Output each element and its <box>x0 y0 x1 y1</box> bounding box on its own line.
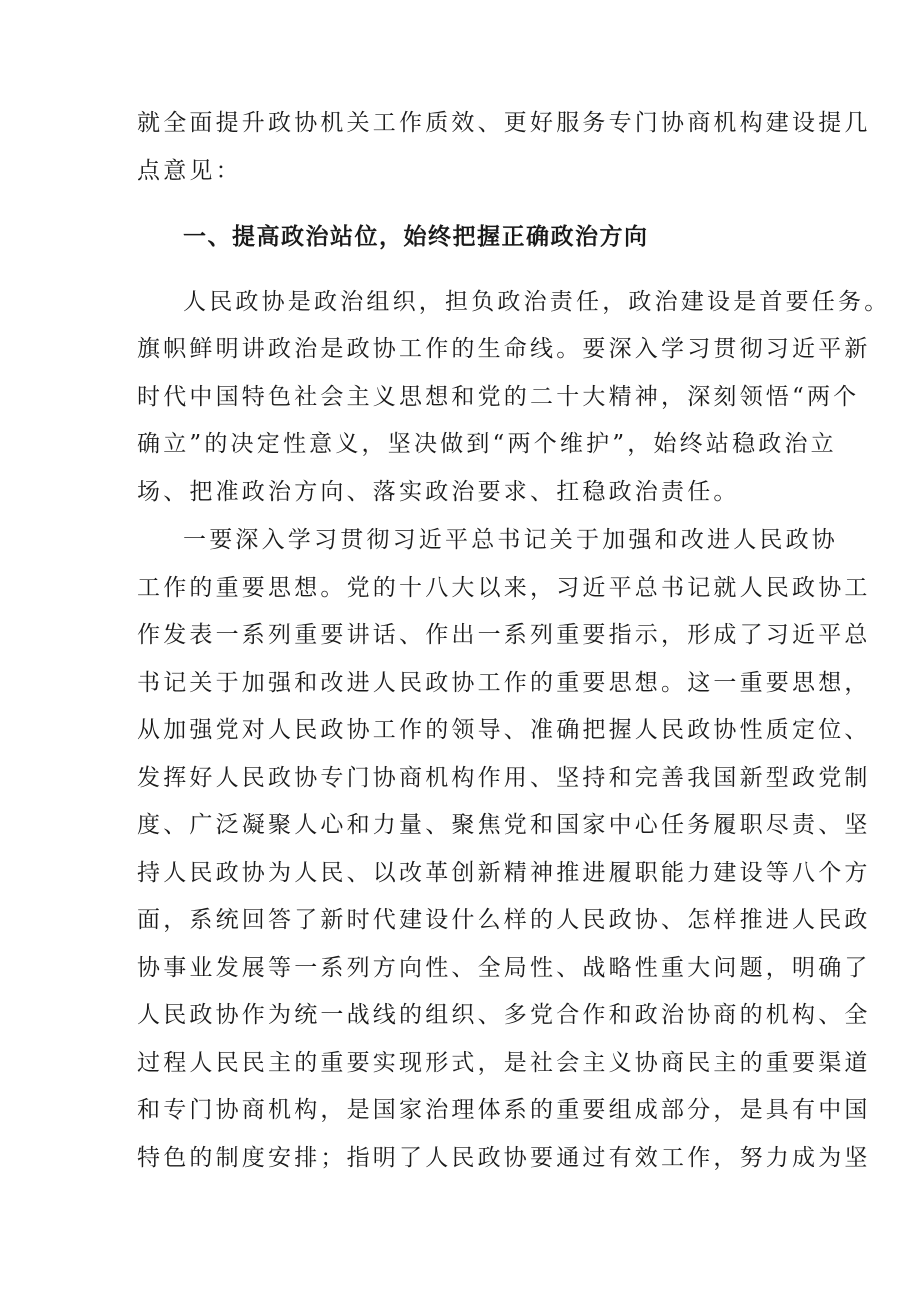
text-line: 书记关于加强和改进人民政协工作的重要思想。这一重要思想， <box>137 669 871 696</box>
text-line: 工作的重要思想。党的十八大以来，习近平总书记就人民政协工 <box>137 574 871 601</box>
section-heading: 一、提高政治站位，始终把握正确政治方向 <box>183 224 649 250</box>
text-line: 旗帜鲜明讲政治是政协工作的生命线。要深入学习贯彻习近平新 <box>137 336 871 362</box>
text-line: 协事业发展等一系列方向性、全局性、战略性重大问题，明确了 <box>137 954 871 981</box>
text-line: 点意见： <box>137 157 242 184</box>
document-body <box>137 100 891 1182</box>
text-line: 人民政协是政治组织，担负政治责任，政治建设是首要任务。 <box>183 288 891 315</box>
text-line: 场、把准政治方向、落实政治要求、扛稳政治责任。 <box>137 478 740 505</box>
text-line: 人民政协作为统一战线的组织、多党合作和政治协商的机构、全 <box>137 1002 871 1028</box>
text-line: 特色的制度安排；指明了人民政协要通过有效工作，努力成为坚 <box>137 1144 871 1171</box>
text-line: 过程人民民主的重要实现形式，是社会主义协商民主的重要渠道 <box>137 1049 871 1076</box>
text-line: 时代中国特色社会主义思想和党的二十大精神，深刻领悟“两个 <box>137 383 860 410</box>
text-line: 确立”的决定性意义，坚决做到“两个维护”，始终站稳政治立 <box>137 431 837 457</box>
text-line: 持人民政协为人民、以改革创新精神推进履职能力建设等八个方 <box>137 859 871 886</box>
text-line: 度、广泛凝聚人心和力量、聚焦党和国家中心任务履职尽责、坚 <box>137 812 871 838</box>
text-line: 一要深入学习贯彻习近平总书记关于加强和改进人民政协 <box>183 527 838 553</box>
paragraph-important-thought <box>137 517 871 1182</box>
text-line: 从加强党对人民政协工作的领导、准确把握人民政协性质定位、 <box>137 717 871 743</box>
text-line: 面，系统回答了新时代建设什么样的人民政协、怎样推进人民政 <box>137 907 871 933</box>
text-line: 和专门协商机构，是国家治理体系的重要组成部分，是具有中国 <box>137 1097 871 1123</box>
text-line: 就全面提升政协机关工作质效、更好服务专门协商机构建设提几 <box>137 110 871 136</box>
text-line: 发挥好人民政协专门协商机构作用、坚持和完善我国新型政党制 <box>137 764 871 791</box>
intro-paragraph <box>137 100 871 195</box>
paragraph-political-organization <box>137 279 891 517</box>
text-line: 作发表一系列重要讲话、作出一系列重要指示，形成了习近平总 <box>137 622 871 648</box>
